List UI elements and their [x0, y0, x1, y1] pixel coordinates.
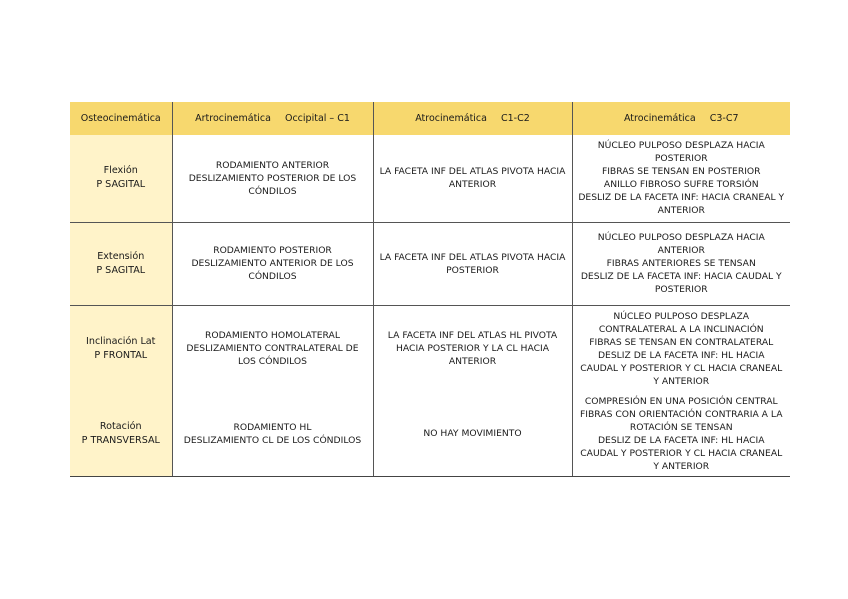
cell-c3-c7: NÚCLEO PULPOSO DESPLAZA HACIA POSTERIOR FIBRAS SE TENSAN EN POSTERIOR ANILLO FIBROSO SUFRE TORSIÓN DESLIZ DE LA FACETA INF: HACIA CRANEAL Y ANTERIOR [572, 135, 790, 222]
cell-c1-c2: LA FACETA INF DEL ATLAS HL PIVOTA HACIA POSTERIOR Y LA CL HACIA ANTERIOR [373, 305, 572, 392]
cell-occipital-c1: RODAMIENTO HL DESLIZAMIENTO CL DE LOS CÓNDILOS [172, 392, 373, 476]
header-osteocinematica: Osteocinemática [70, 102, 172, 135]
cell-c3-c7: NÚCLEO PULPOSO DESPLAZA HACIA ANTERIOR FIBRAS ANTERIORES SE TENSAN DESLIZ DE LA FACETA INF: HACIA CAUDAL Y POSTERIOR [572, 222, 790, 305]
row-label: Inclinación Lat P FRONTAL [70, 305, 172, 392]
header-row [70, 102, 790, 135]
cell-c1-c2: LA FACETA INF DEL ATLAS PIVOTA HACIA POSTERIOR [373, 222, 572, 305]
cell-occipital-c1: RODAMIENTO HOMOLATERAL DESLIZAMIENTO CONTRALATERAL DE LOS CÓNDILOS [172, 305, 373, 392]
row-flexion [70, 135, 790, 222]
row-inclination [70, 305, 790, 392]
row-rotation [70, 392, 790, 476]
header-c1-c2: Atrocinemática C1-C2 [373, 102, 572, 135]
cell-c3-c7: NÚCLEO PULPOSO DESPLAZA CONTRALATERAL A LA INCLINACIÓN FIBRAS SE TENSAN EN CONTRALATERAL DESLIZ DE LA FACETA INF: HL HACIA CAUDAL Y POSTERIOR Y CL HACIA CRANEAL Y ANTERIOR [572, 305, 790, 392]
cell-occipital-c1: RODAMIENTO ANTERIOR DESLIZAMIENTO POSTERIOR DE LOS CÓNDILOS [172, 135, 373, 222]
cell-c1-c2: LA FACETA INF DEL ATLAS PIVOTA HACIA ANTERIOR [373, 135, 572, 222]
header-c3-c7: Atrocinemática C3-C7 [572, 102, 790, 135]
header-occipital-c1: Artrocinemática Occipital – C1 [172, 102, 373, 135]
cell-c1-c2: NO HAY MOVIMIENTO [373, 392, 572, 476]
row-label: Rotación P TRANSVERSAL [70, 392, 172, 476]
cell-c3-c7: COMPRESIÓN EN UNA POSICIÓN CENTRAL FIBRAS CON ORIENTACIÓN CONTRARIA A LA ROTACIÓN SE TENSAN DESLIZ DE LA FACETA INF: HL HACIA CAUDAL Y POSTERIOR Y CL HACIA CRANEAL Y ANTERIOR [572, 392, 790, 476]
row-label: Extensión P SAGITAL [70, 222, 172, 305]
row-extension [70, 222, 790, 305]
kinematics-table [70, 102, 790, 477]
cell-occipital-c1: RODAMIENTO POSTERIOR DESLIZAMIENTO ANTERIOR DE LOS CÓNDILOS [172, 222, 373, 305]
row-label: Flexión P SAGITAL [70, 135, 172, 222]
